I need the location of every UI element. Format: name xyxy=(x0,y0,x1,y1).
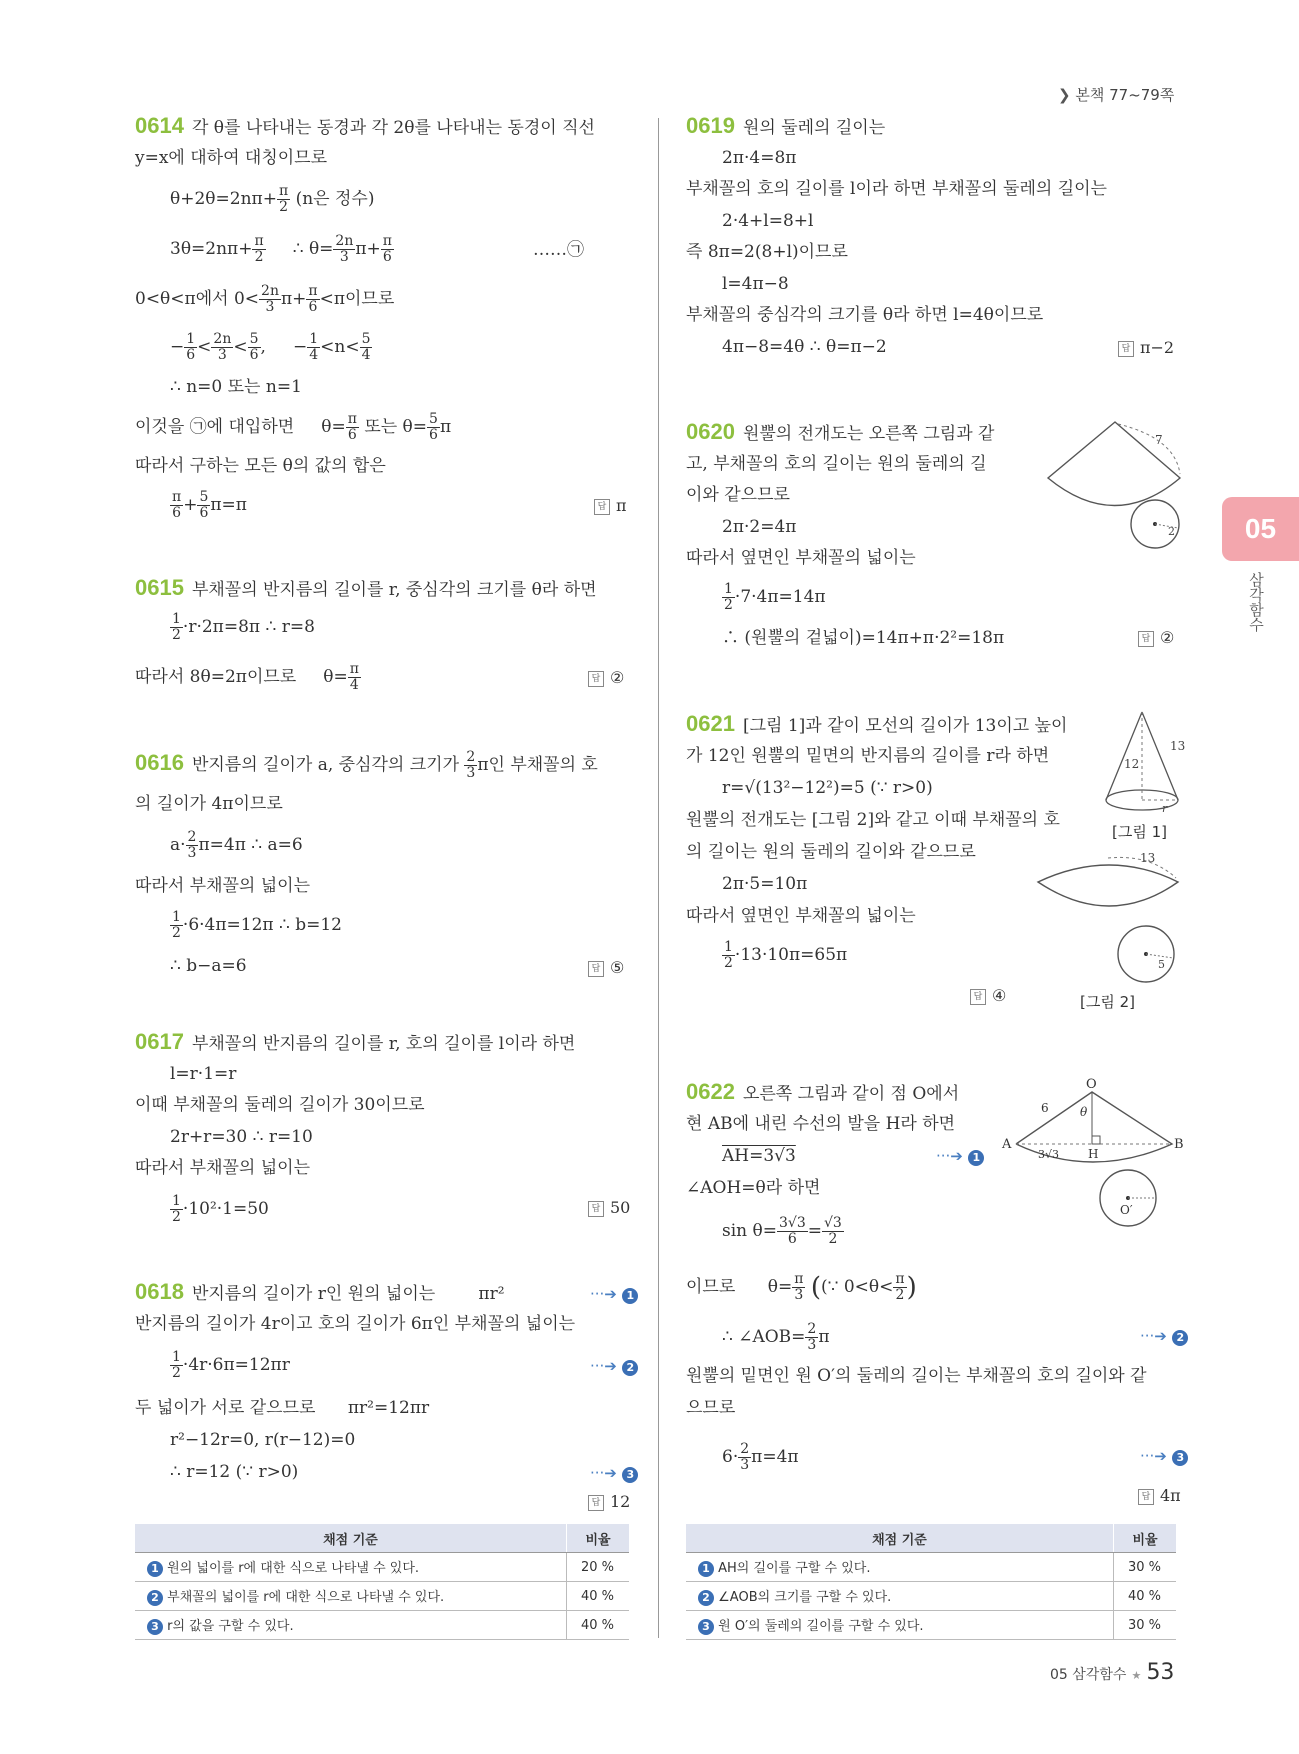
star-icon: ★ xyxy=(1131,1669,1142,1682)
equation: 이것을 ㉠에 대입하면 θ= $\frac{\pi}{6}$ 또는 θ= $\frac{5}{6}$ π xyxy=(135,411,452,443)
problem-0615-line1: 0615 부채꼴의 반지름의 길이를 r, 중심각의 크기를 θ라 하면 xyxy=(135,575,597,600)
problem-number: 0622 xyxy=(686,1079,735,1104)
label-O-prime: O′ xyxy=(1120,1203,1133,1217)
label-A: A xyxy=(1002,1137,1012,1152)
figure-0620-cone-net xyxy=(1040,418,1190,558)
label-O: O xyxy=(1086,1077,1097,1092)
answer: 답 π xyxy=(594,494,627,518)
equation: $\frac{\pi}{6}$ + $\frac{5}{6}$ π=π xyxy=(172,489,247,521)
equation: 2π·2=4π xyxy=(722,517,797,537)
equation: sin θ= $\frac{3√3}{6}$ = $\frac{√3}{2}$ xyxy=(722,1215,842,1247)
figure-0621-cone-net xyxy=(1030,850,1190,990)
text-line: 이와 같으므로 xyxy=(686,485,790,505)
problem-number: 0620 xyxy=(686,419,735,444)
step-badge: 2 xyxy=(147,1590,163,1606)
label-height: 12 xyxy=(1124,757,1140,771)
text-line: 의 길이가 4π이므로 xyxy=(135,794,283,814)
equation: 2r+r=30 ∴ r=10 xyxy=(170,1127,313,1147)
column-divider xyxy=(658,118,659,1638)
equation: ∴ n=0 또는 n=1 xyxy=(170,377,302,397)
step-badge: 1 xyxy=(622,1288,638,1304)
equation: 2·4+l=8+l xyxy=(722,211,814,231)
label-radius: 7 xyxy=(1155,433,1163,447)
scoring-table-0622 xyxy=(686,1524,1176,1640)
equation-mark: ……㉠ xyxy=(533,240,584,260)
table-row: 3 r의 값을 구할 수 있다. 40 % xyxy=(135,1611,629,1640)
sector-shape xyxy=(1038,865,1178,906)
text-line: 따라서 부채꼴의 넓이는 xyxy=(135,1158,311,1178)
arrow-icon: ···➔ xyxy=(936,1147,963,1165)
arrow-icon: ···➔ xyxy=(1140,1327,1167,1345)
table-row: 2 부채꼴의 넓이를 r에 대한 식으로 나타낼 수 있다. 40 % xyxy=(135,1582,629,1611)
arrow-icon: ···➔ xyxy=(590,1285,617,1303)
answer: 답 ④ xyxy=(970,984,1006,1008)
step-badge: 2 xyxy=(1172,1330,1188,1346)
equation: 6· $\frac{2}{3}$ π=4π xyxy=(722,1441,799,1473)
equation: $\frac{1}{2}$ ·r·2π=8π ∴ r=8 xyxy=(172,611,315,643)
problem-0622-line1: 0622 오른쪽 그림과 같이 점 O에서 xyxy=(686,1079,960,1104)
equation: ∴ r=12 (∵ r>0) xyxy=(170,1462,299,1482)
text-line: 원뿔의 전개도는 [그림 2]와 같고 이때 부채꼴의 호 xyxy=(686,810,1060,830)
footer-chapter: 05 삼각함수 xyxy=(1050,1667,1127,1683)
label-H: H xyxy=(1088,1147,1099,1161)
table-header: 채점 기준 xyxy=(135,1524,567,1553)
label-theta: θ xyxy=(1080,1105,1088,1119)
equation: ∴ (원뿔의 겉넓이)=14π+π·2²=18π xyxy=(722,628,1005,648)
answer-icon: 답 xyxy=(588,1495,604,1511)
text-line: 반지름의 길이가 4r이고 호의 길이가 6π인 부채꼴의 넓이는 xyxy=(135,1314,576,1334)
text-line: 원뿔의 밑면인 원 O′의 둘레의 길이는 부채꼴의 호의 길이와 같 xyxy=(686,1366,1147,1386)
problem-0620-line1: 0620 원뿔의 전개도는 오른쪽 그림과 같 xyxy=(686,419,995,444)
label-slant: 13 xyxy=(1170,739,1186,753)
equation: 따라서 8θ=2π이므로 θ= $\frac{\pi}{4}$ xyxy=(135,661,359,693)
answer-icon: 답 xyxy=(588,1201,604,1217)
text-line: 즉 8π=2(8+l)이므로 xyxy=(686,242,848,262)
answer-icon: 답 xyxy=(1138,631,1154,647)
text-line: 가 12인 원뿔의 밑면의 반지름의 길이를 r라 하면 xyxy=(686,746,1050,766)
figure-0621-cone xyxy=(1100,708,1190,820)
problem-number: 0619 xyxy=(686,113,735,138)
step-badge: 3 xyxy=(147,1619,163,1635)
step-arrow xyxy=(1140,1444,1188,1468)
text-line: 으므로 xyxy=(686,1398,736,1418)
text-line: ∠AOH=θ라 하면 xyxy=(686,1178,821,1198)
page-number: 53 xyxy=(1146,1660,1175,1685)
equation: 2π·5=10π xyxy=(722,874,808,894)
text-line: 따라서 옆면인 부채꼴의 넓이는 xyxy=(686,906,916,926)
equation: l=r·1=r xyxy=(170,1064,237,1084)
equation: 2π·4=8π xyxy=(722,148,797,168)
equation: 0<θ<π에서 0< $\frac{2n}{3}$ π+ $\frac{\pi}{6}$ <π이므로 xyxy=(135,283,395,315)
label-base-radius: 2 xyxy=(1168,525,1175,538)
step-badge: 3 xyxy=(1172,1450,1188,1466)
problem-0621-line1: 0621 [그림 1]과 같이 모선의 길이가 13이고 높이 xyxy=(686,711,1068,736)
scoring-table-0618 xyxy=(135,1524,629,1640)
table-header: 비율 xyxy=(567,1524,630,1553)
figure-caption: [그림 1] xyxy=(1112,823,1167,841)
step-arrow xyxy=(590,1354,638,1378)
equation: θ+2θ=2nπ+ $\frac{\pi}{2}$ (n은 정수) xyxy=(170,183,375,215)
equation: $\frac{1}{2}$ ·7·4π=14π xyxy=(724,581,826,613)
answer: 답 12 xyxy=(588,1490,630,1514)
label-r: r xyxy=(1162,802,1168,815)
arrow-icon: ···➔ xyxy=(1140,1447,1167,1465)
table-row: 2 ∠AOB의 크기를 구할 수 있다. 40 % xyxy=(686,1582,1176,1611)
label-B: B xyxy=(1174,1137,1184,1152)
chevron-right-icon: ❯ xyxy=(1058,86,1071,104)
equation: 4π−8=4θ ∴ θ=π−2 xyxy=(722,337,887,357)
equation: 이므로 θ= $\frac{\pi}{3}$ ((∵ 0<θ< $\frac{\pi}{2}$ ) xyxy=(686,1271,917,1303)
table-row: 3 원 O′의 둘레의 길이를 구할 수 있다. 30 % xyxy=(686,1611,1176,1640)
answer-icon: 답 xyxy=(1118,341,1134,357)
problem-0619-line1: 0619 원의 둘레의 길이는 xyxy=(686,113,886,138)
step-badge: 2 xyxy=(698,1590,714,1606)
equation: a· $\frac{2}{3}$ π=4π ∴ a=6 xyxy=(170,829,303,861)
equation: r=√(13²−12²)=5 (∵ r>0) xyxy=(722,778,933,798)
page-reference: ❯ 본책 77~79쪽 xyxy=(1058,86,1175,104)
step-arrow xyxy=(590,1461,638,1485)
equation: $\frac{1}{2}$ ·6·4π=12π ∴ b=12 xyxy=(172,909,342,941)
chapter-tab[interactable]: 05 xyxy=(1222,497,1299,561)
equation: $\frac{1}{2}$ ·10²·1=50 xyxy=(172,1193,269,1225)
step-arrow xyxy=(590,1282,638,1306)
label-six: 6 xyxy=(1041,1101,1049,1115)
problem-0614-line2: y=x에 대하여 대칭이므로 xyxy=(135,148,328,168)
chapter-label: 삼각함수 xyxy=(1247,572,1265,632)
answer: 답 4π xyxy=(1138,1484,1181,1508)
problem-0617-line1: 0617 부채꼴의 반지름의 길이를 r, 호의 길이를 l이라 하면 xyxy=(135,1029,576,1054)
equation: l=4π−8 xyxy=(722,274,789,294)
arrow-icon: ···➔ xyxy=(590,1357,617,1375)
equation: 두 넓이가 서로 같으므로 πr²=12πr xyxy=(135,1398,430,1418)
page-footer xyxy=(1050,1660,1174,1685)
label-radius: 13 xyxy=(1140,851,1156,865)
answer: 답 ② xyxy=(588,666,624,690)
text-line: 따라서 구하는 모든 θ의 값의 합은 xyxy=(135,456,386,476)
step-badge: 3 xyxy=(622,1467,638,1483)
table-row: 1 AH의 길이를 구할 수 있다. 30 % xyxy=(686,1553,1176,1582)
problem-0614-line1: 0614 각 θ를 나타내는 동경과 각 2θ를 나타내는 동경이 직선 xyxy=(135,113,595,138)
equation: AH=3√3 xyxy=(722,1146,796,1166)
figure-0622-sector xyxy=(996,1076,1190,1236)
equation: ∴ b−a=6 xyxy=(170,956,247,976)
problem-number: 0614 xyxy=(135,113,184,138)
step-badge: 3 xyxy=(698,1619,714,1635)
equation: 3θ=2nπ+ $\frac{\pi}{2}$ ∴ θ= $\frac{2n}{3}$ π+ $\frac{\pi}{6}$ xyxy=(170,233,392,265)
problem-number: 0621 xyxy=(686,711,735,736)
table-header: 비율 xyxy=(1114,1524,1177,1553)
answer: 답 π−2 xyxy=(1118,336,1174,360)
answer-icon: 답 xyxy=(588,671,604,687)
step-arrow xyxy=(1140,1324,1188,1348)
label-base-radius: 5 xyxy=(1158,958,1165,971)
equation: − $\frac{1}{6}$ < $\frac{2n}{3}$ < $\frac{5}{6}$ , − $\frac{1}{4}$ <n< $\frac{5}{4}$ xyxy=(170,331,371,363)
equation: ∴ ∠AOB= $\frac{2}{3}$ π xyxy=(722,1321,830,1353)
problem-number: 0618 xyxy=(135,1279,184,1304)
text-line: 이때 부채꼴의 둘레의 길이가 30이므로 xyxy=(135,1095,425,1115)
label-ah: 3√3 xyxy=(1038,1148,1060,1161)
step-badge: 1 xyxy=(698,1561,714,1577)
answer-icon: 답 xyxy=(970,989,986,1005)
step-arrow xyxy=(936,1144,984,1168)
answer: 답 ⑤ xyxy=(588,956,624,980)
step-badge: 1 xyxy=(147,1561,163,1577)
answer-icon: 답 xyxy=(588,961,604,977)
problem-number: 0616 xyxy=(135,750,184,775)
figure-caption: [그림 2] xyxy=(1080,993,1135,1011)
problem-number: 0617 xyxy=(135,1029,184,1054)
problem-number: 0615 xyxy=(135,575,184,600)
table-header-row xyxy=(135,1524,629,1553)
text-line: 고, 부채꼴의 호의 길이는 원의 둘레의 길 xyxy=(686,454,987,474)
radius-arc xyxy=(1118,424,1180,474)
table-header: 채점 기준 xyxy=(686,1524,1114,1553)
text-line: 의 길이는 원의 둘레의 길이와 같으므로 xyxy=(686,842,976,862)
table-row: 1 원의 넓이를 r에 대한 식으로 나타낼 수 있다. 20 % xyxy=(135,1553,629,1582)
text-line: 부채꼴의 중심각의 크기를 θ라 하면 l=4θ이므로 xyxy=(686,305,1044,325)
problem-0618-line1: 0618 반지름의 길이가 r인 원의 넓이는 πr² xyxy=(135,1279,505,1304)
text-line: 따라서 옆면인 부채꼴의 넓이는 xyxy=(686,548,916,568)
answer-icon: 답 xyxy=(594,499,610,515)
text-line: 부채꼴의 호의 길이를 l이라 하면 부채꼴의 둘레의 길이는 xyxy=(686,179,1107,199)
answer: 답 50 xyxy=(588,1196,630,1220)
step-badge: 1 xyxy=(968,1150,984,1166)
equation: r²−12r=0, r(r−12)=0 xyxy=(170,1430,356,1450)
equation: $\frac{1}{2}$ ·4r·6π=12πr xyxy=(172,1349,290,1381)
arrow-icon: ···➔ xyxy=(590,1464,617,1482)
equation: $\frac{1}{2}$ ·13·10π=65π xyxy=(724,939,848,971)
text-line: 현 AB에 내린 수선의 발을 H라 하면 xyxy=(686,1114,956,1134)
problem-0616-line1: 0616 반지름의 길이가 a, 중심각의 크기가 $\frac{2}{3}$ π인 부채꼴의 호 xyxy=(135,749,598,781)
answer: 답 ② xyxy=(1138,626,1174,650)
step-badge: 2 xyxy=(622,1360,638,1376)
answer-icon: 답 xyxy=(1138,1489,1154,1505)
text-line: 따라서 부채꼴의 넓이는 xyxy=(135,876,311,896)
table-header-row xyxy=(686,1524,1176,1553)
